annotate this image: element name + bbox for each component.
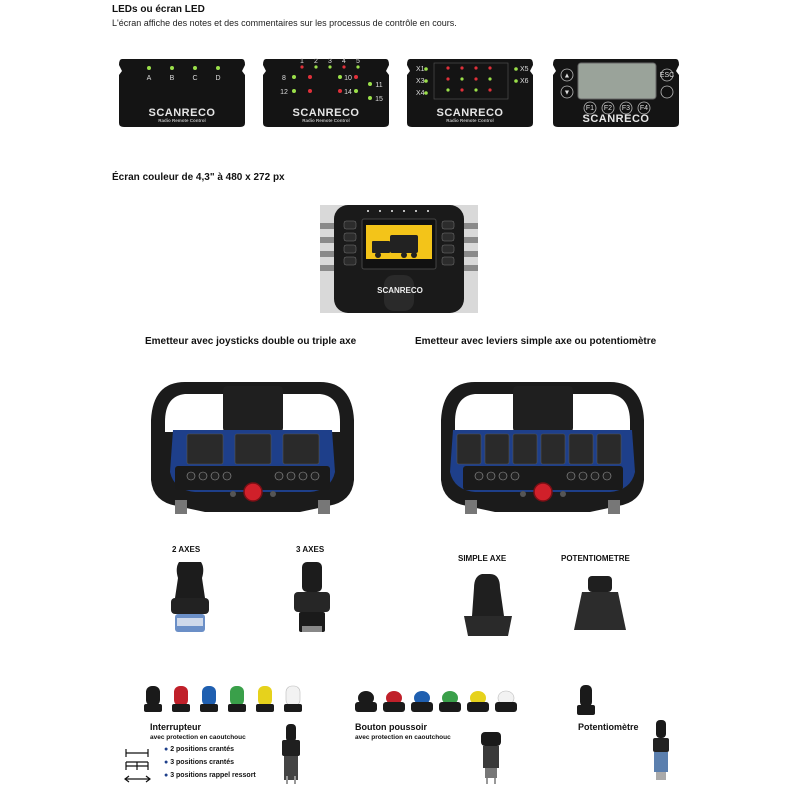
brand-logo: SCANRECO [582,113,650,125]
leds-title: LEDs ou écran LED [112,4,205,15]
interrupteur-title: Interrupteur [150,722,202,732]
led-label-a: A [146,75,152,82]
led-label-14: 14 [344,89,352,96]
potentiometer-lever-image [568,570,632,640]
transmitter-levers-title: Emetteur avec leviers simple axe ou potentiomètre [415,336,657,347]
bouton-poussoir-subtitle: avec protection en caoutchouc [355,734,451,741]
esc-key-label: ESC [659,72,675,79]
potentiometre-label: POTENTIOMETRE [561,554,630,563]
emergency-stop-button[interactable] [534,483,552,501]
switch-positions-list [120,745,280,785]
led-top-label-3: 3 [328,58,332,65]
color-screen-title: Écran couleur de 4,3" à 480 x 272 px [112,172,285,183]
emergency-stop-button[interactable] [244,483,262,501]
potentiometer-component-image [650,718,672,784]
switch-boot-red [172,686,190,712]
brand-logo: SCANRECO [292,107,360,119]
enter-key[interactable] [661,86,673,98]
simple-axe-label: SIMPLE AXE [458,554,507,563]
led-label-12: 12 [280,89,288,96]
position-label-1: 2 positions crantés [170,746,234,753]
lcd-screen [578,63,656,99]
potentiometer-knob-image [575,683,597,719]
led-panel-numbered [260,55,392,130]
transmitter-lever-unit [435,372,650,522]
joystick-3-axes-image [290,558,334,640]
joystick-2-axes-image [165,558,215,640]
position-label-3: 3 positions rappel ressort [170,772,256,779]
arrow-down-icon: ▼ [563,89,571,97]
interrupteur-subtitle: avec protection en caoutchouc [150,734,246,741]
push-button-boots-row [352,688,522,720]
brand-logo: SCANRECO [436,107,504,119]
toggle-switch-image [280,722,302,786]
led-label-c: C [192,75,198,82]
f1-key-label: F1 [585,105,595,112]
position-item-1: ● 2 positions crantés [164,746,234,753]
brand-logo: SCANRECO [148,107,216,119]
led-label-11: 11 [375,82,383,89]
arrow-up-icon: ▲ [563,72,571,80]
switch-boot-green [228,686,246,712]
position-item-3: ● 3 positions rappel ressort [164,772,256,779]
two-axes-label: 2 AXES [172,545,201,554]
potentiometre-title: Potentiomètre [578,722,639,732]
display-shield [223,386,283,432]
leds-description: L'écran affiche des notes et des commentaires sur les processus de contrôle en cours. [112,18,457,28]
switch-boot-black [144,686,162,712]
led-label-x1: X1 [416,66,425,73]
bouton-poussoir-title: Bouton poussoir [355,722,427,732]
led-label-d: D [215,75,221,82]
led-label-x4: X4 [416,90,425,97]
brand-subtitle: Radio Remote Control [158,118,206,123]
led-top-label-4: 4 [342,58,346,65]
f2-key-label: F2 [603,105,613,112]
led-label-x3: X3 [416,78,425,85]
f4-key-label: F4 [639,105,649,112]
led-panel-abcd [116,55,248,130]
brand-logo: SCANRECO [377,286,423,295]
led-top-label-2: 2 [314,58,318,65]
led-top-label-5: 5 [356,58,360,65]
led-label-x6: X6 [520,78,529,85]
display-shield [513,386,573,432]
led-label-15: 15 [375,96,383,103]
switch-boots-row [142,680,302,720]
led-panel-matrix [404,55,536,130]
key-switch[interactable] [520,491,526,497]
lcd-panel [550,55,682,130]
lever-simple-axe-image [460,570,516,640]
brand-subtitle: Radio Remote Control [446,118,494,123]
brand-subtitle: Radio Remote Control [302,118,350,123]
led-label-x5: X5 [520,66,529,73]
key-switch[interactable] [230,491,236,497]
transmitter-joysticks-title: Emetteur avec joysticks double ou triple axe [145,336,357,347]
three-axes-label: 3 AXES [296,545,325,554]
color-screen-photo [320,205,478,313]
position-item-2: ● 3 positions crantés [164,759,234,766]
led-label-10: 10 [344,75,352,82]
push-button-image [478,730,504,786]
led-label-8: 8 [282,75,286,82]
switch-boot-white [284,686,302,712]
led-top-label-1: 1 [300,58,304,65]
switch-boot-blue [200,686,218,712]
switch-boot-yellow [256,686,274,712]
f3-key-label: F3 [621,105,631,112]
position-label-2: 3 positions crantés [170,759,234,766]
led-label-b: B [169,75,175,82]
transmitter-joystick-unit [145,372,360,522]
